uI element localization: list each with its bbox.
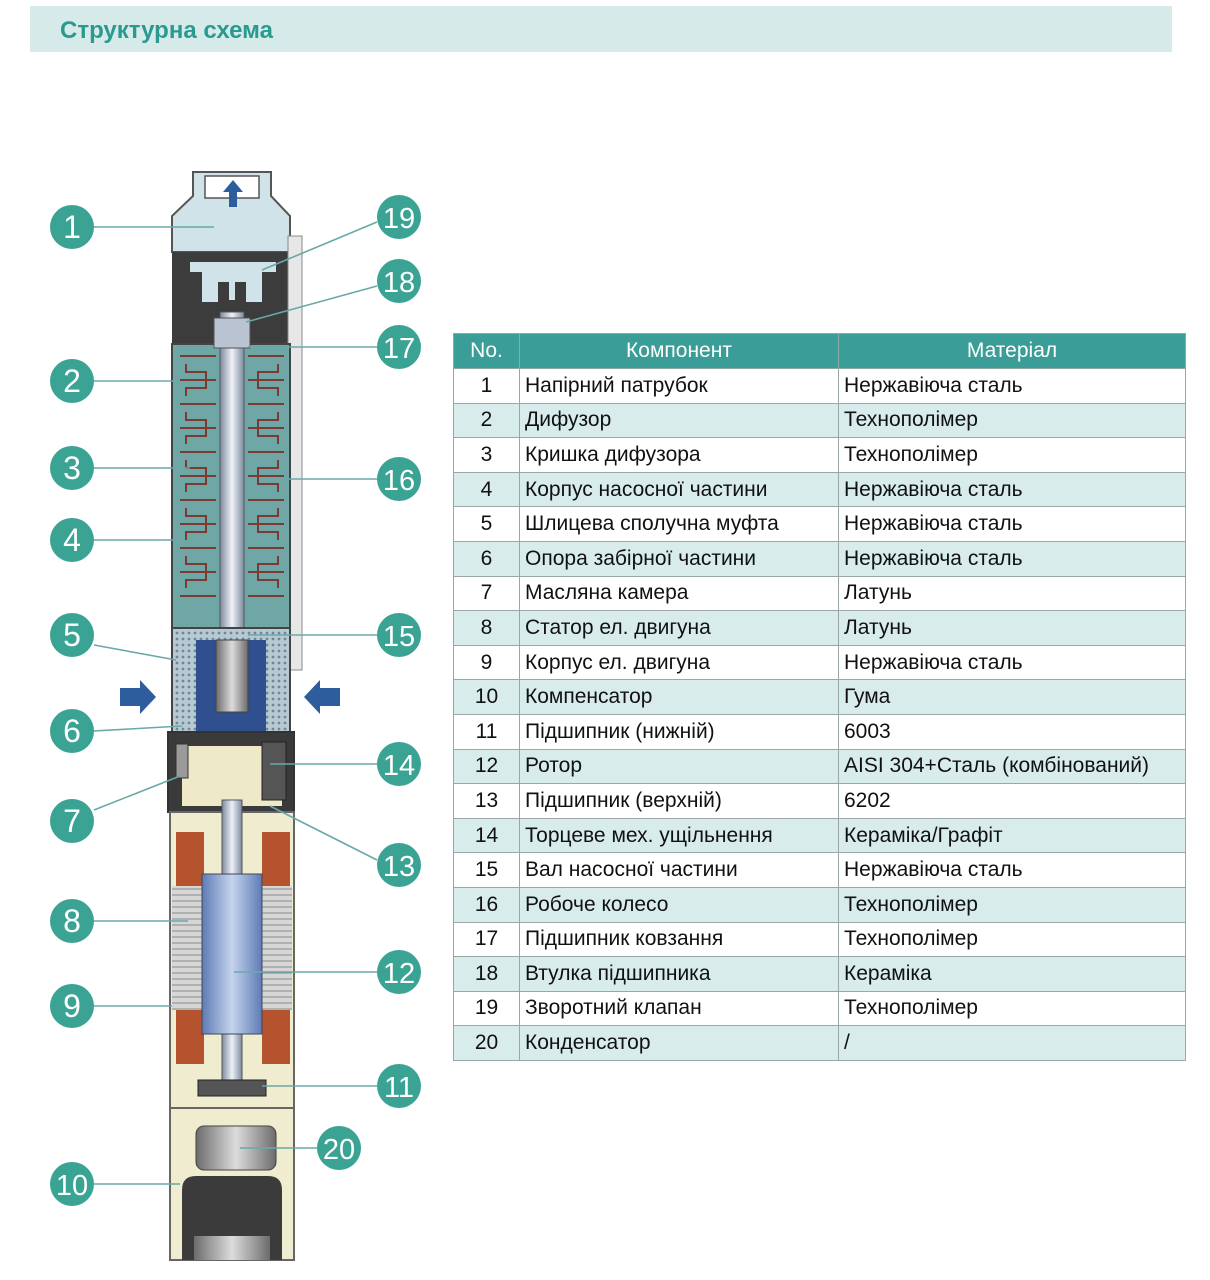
material-name: Латунь xyxy=(839,611,1186,646)
callout-14 xyxy=(377,742,421,786)
table-row xyxy=(454,369,1186,404)
component-name: Корпус насосної частини xyxy=(520,472,839,507)
table-row xyxy=(454,853,1186,888)
table-row xyxy=(454,714,1186,749)
svg-text:10: 10 xyxy=(55,1170,89,1202)
callout-1 xyxy=(50,205,94,249)
svg-text:3: 3 xyxy=(63,450,81,486)
material-name: Латунь xyxy=(839,576,1186,611)
svg-text:2: 2 xyxy=(63,363,81,399)
row-number: 4 xyxy=(454,472,520,507)
material-name: Технополімер xyxy=(839,887,1186,922)
callout-7 xyxy=(50,799,94,843)
component-name: Опора забірної частини xyxy=(520,541,839,576)
components-table xyxy=(453,333,1186,1061)
table-row xyxy=(454,576,1186,611)
table-row xyxy=(454,507,1186,542)
inflow-arrow-right-icon xyxy=(304,680,340,714)
material-name: Кераміка xyxy=(839,957,1186,992)
callout-5 xyxy=(50,613,94,657)
table-row xyxy=(454,438,1186,473)
header-bar xyxy=(30,6,1172,52)
component-name: Корпус ел. двигуна xyxy=(520,645,839,680)
column-header-no: No. xyxy=(454,334,520,369)
material-name: Гума xyxy=(839,680,1186,715)
table-row xyxy=(454,887,1186,922)
row-number: 3 xyxy=(454,438,520,473)
material-name: / xyxy=(839,1026,1186,1061)
page-title: Структурна схема xyxy=(60,17,273,44)
callout-8 xyxy=(50,899,94,943)
material-name: Кераміка/Графіт xyxy=(839,818,1186,853)
svg-text:12: 12 xyxy=(382,958,416,990)
component-name: Підшипник ковзання xyxy=(520,922,839,957)
callout-9 xyxy=(50,984,94,1028)
column-header-component: Компонент xyxy=(520,334,839,369)
svg-text:13: 13 xyxy=(382,851,416,883)
svg-text:4: 4 xyxy=(63,522,81,558)
material-name: Нержавіюча сталь xyxy=(839,645,1186,680)
component-name: Втулка підшипника xyxy=(520,957,839,992)
table-row xyxy=(454,957,1186,992)
callout-4 xyxy=(50,518,94,562)
component-name: Компенсатор xyxy=(520,680,839,715)
component-name: Зворотний клапан xyxy=(520,991,839,1026)
table-row xyxy=(454,541,1186,576)
component-name: Ротор xyxy=(520,749,839,784)
component-name: Підшипник (верхній) xyxy=(520,784,839,819)
material-name: AISI 304+Сталь (комбінований) xyxy=(839,749,1186,784)
component-name: Підшипник (нижній) xyxy=(520,714,839,749)
coupling xyxy=(216,640,248,712)
component-name: Статор ел. двигуна xyxy=(520,611,839,646)
callout-19 xyxy=(377,195,421,239)
svg-text:19: 19 xyxy=(382,203,416,235)
material-name: Нержавіюча сталь xyxy=(839,369,1186,404)
table-row xyxy=(454,991,1186,1026)
material-name: Нержавіюча сталь xyxy=(839,472,1186,507)
callout-6 xyxy=(50,709,94,753)
callout-13 xyxy=(377,843,421,887)
callout-2 xyxy=(50,359,94,403)
material-name: Технополімер xyxy=(839,438,1186,473)
table-body xyxy=(454,369,1186,1061)
table-row xyxy=(454,680,1186,715)
table-row xyxy=(454,818,1186,853)
table-row xyxy=(454,922,1186,957)
row-number: 5 xyxy=(454,507,520,542)
component-name: Кришка дифузора xyxy=(520,438,839,473)
component-name: Вал насосної частини xyxy=(520,853,839,888)
callout-16 xyxy=(377,457,421,501)
row-number: 15 xyxy=(454,853,520,888)
svg-text:8: 8 xyxy=(63,903,81,939)
svg-text:5: 5 xyxy=(63,617,81,653)
svg-text:20: 20 xyxy=(322,1134,356,1166)
callout-18 xyxy=(377,259,421,303)
callout-17 xyxy=(377,325,421,369)
component-name: Напірний патрубок xyxy=(520,369,839,404)
component-name: Конденсатор xyxy=(520,1026,839,1061)
material-name: 6003 xyxy=(839,714,1186,749)
svg-text:17: 17 xyxy=(382,333,416,365)
table-header-row xyxy=(454,334,1186,369)
component-name: Торцеве мех. ущільнення xyxy=(520,818,839,853)
row-number: 11 xyxy=(454,714,520,749)
pump-shaft xyxy=(220,312,244,642)
column-header-material: Матеріал xyxy=(839,334,1186,369)
material-name: Технополімер xyxy=(839,991,1186,1026)
row-number: 6 xyxy=(454,541,520,576)
row-number: 12 xyxy=(454,749,520,784)
callout-15 xyxy=(377,613,421,657)
rotor xyxy=(202,874,262,1034)
row-number: 7 xyxy=(454,576,520,611)
inflow-arrow-left-icon xyxy=(120,680,156,714)
lower-bearing xyxy=(198,1080,266,1096)
callout-11 xyxy=(377,1064,421,1108)
svg-text:18: 18 xyxy=(382,267,416,299)
row-number: 17 xyxy=(454,922,520,957)
row-number: 14 xyxy=(454,818,520,853)
row-number: 19 xyxy=(454,991,520,1026)
component-name: Шлицева сполучна муфта xyxy=(520,507,839,542)
callout-12 xyxy=(377,950,421,994)
row-number: 20 xyxy=(454,1026,520,1061)
table-row xyxy=(454,645,1186,680)
svg-text:14: 14 xyxy=(382,750,416,782)
svg-text:6: 6 xyxy=(63,713,81,749)
material-name: 6202 xyxy=(839,784,1186,819)
component-name: Дифузор xyxy=(520,403,839,438)
svg-text:9: 9 xyxy=(63,988,81,1024)
material-name: Нержавіюча сталь xyxy=(839,853,1186,888)
table-row xyxy=(454,403,1186,438)
row-number: 16 xyxy=(454,887,520,922)
pump-diagram xyxy=(0,150,440,1265)
component-name: Робоче колесо xyxy=(520,887,839,922)
row-number: 8 xyxy=(454,611,520,646)
callout-3 xyxy=(50,446,94,490)
row-number: 9 xyxy=(454,645,520,680)
table-row xyxy=(454,1026,1186,1061)
material-name: Нержавіюча сталь xyxy=(839,541,1186,576)
table-row xyxy=(454,611,1186,646)
row-number: 13 xyxy=(454,784,520,819)
material-name: Технополімер xyxy=(839,922,1186,957)
row-number: 2 xyxy=(454,403,520,438)
svg-text:16: 16 xyxy=(382,465,416,497)
row-number: 1 xyxy=(454,369,520,404)
row-number: 18 xyxy=(454,957,520,992)
table-row xyxy=(454,784,1186,819)
component-name: Масляна камера xyxy=(520,576,839,611)
table-row xyxy=(454,749,1186,784)
svg-text:1: 1 xyxy=(63,209,81,245)
callout-20 xyxy=(317,1126,361,1170)
mechanical-seal xyxy=(262,742,286,800)
material-name: Нержавіюча сталь xyxy=(839,507,1186,542)
material-name: Технополімер xyxy=(839,403,1186,438)
callout-10 xyxy=(50,1162,94,1206)
svg-text:11: 11 xyxy=(383,1072,415,1104)
row-number: 10 xyxy=(454,680,520,715)
svg-text:7: 7 xyxy=(63,803,81,839)
svg-text:15: 15 xyxy=(382,621,416,653)
table-row xyxy=(454,472,1186,507)
